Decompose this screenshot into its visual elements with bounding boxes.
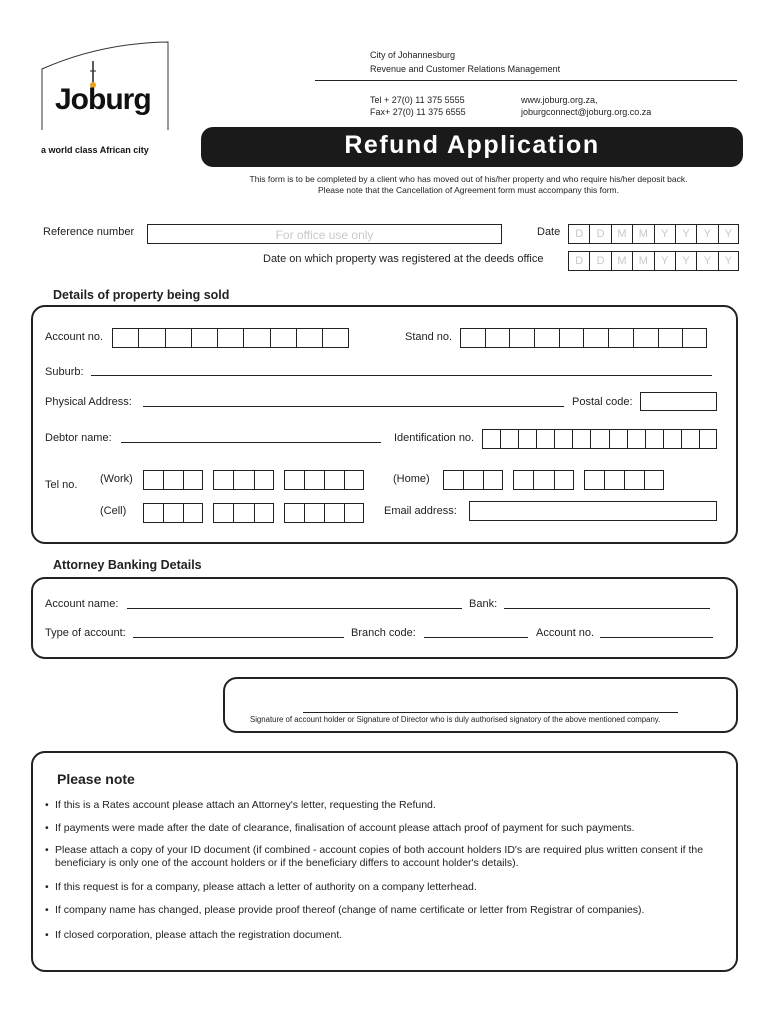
input-cell[interactable] bbox=[483, 470, 503, 490]
home-prefix-input[interactable] bbox=[513, 470, 574, 490]
bank-account-no-label: Account no. bbox=[536, 627, 595, 639]
input-cell[interactable] bbox=[518, 429, 536, 449]
input-cell[interactable] bbox=[534, 328, 559, 348]
input-cell[interactable] bbox=[681, 429, 699, 449]
logo-wordmark: Joburg bbox=[55, 83, 151, 116]
identification-no-label: Identification no. bbox=[394, 432, 475, 444]
account-name-input[interactable] bbox=[127, 608, 462, 609]
signature-panel bbox=[223, 677, 738, 733]
input-cell[interactable] bbox=[163, 470, 183, 490]
input-cell[interactable] bbox=[463, 470, 483, 490]
stand-no-input[interactable] bbox=[460, 328, 707, 348]
date-label: Date bbox=[537, 226, 561, 238]
note-item: • Please attach a copy of your ID document (if combined - account copies of both account holders ID's are required plus written consent if the beneficiary is only one of the account holders or if the beneficiary differs to account holder's details). bbox=[55, 844, 735, 870]
input-cell[interactable] bbox=[533, 470, 553, 490]
input-cell[interactable] bbox=[513, 470, 533, 490]
bank-account-no-input[interactable] bbox=[600, 637, 713, 638]
input-cell[interactable] bbox=[609, 429, 627, 449]
cell-number-input[interactable] bbox=[284, 503, 364, 523]
input-cell[interactable] bbox=[644, 470, 664, 490]
title-bar bbox=[201, 127, 743, 167]
suburb-label: Suburb: bbox=[45, 366, 84, 378]
cell-prefix-input[interactable] bbox=[213, 503, 274, 523]
input-cell[interactable] bbox=[633, 328, 658, 348]
deeds-date-label: Date on which property was registered at the deeds office bbox=[263, 253, 544, 265]
input-cell[interactable] bbox=[443, 470, 463, 490]
signature-caption: Signature of account holder or Signature of Director who is duly authorised signatory of the above mentioned company. bbox=[250, 715, 661, 724]
note-item: • If this is a Rates account please attach an Attorney's letter, requesting the Refund. bbox=[55, 799, 735, 812]
input-cell[interactable] bbox=[213, 503, 233, 523]
note-item: • If payments were made after the date of clearance, finalisation of account please attach proof of payment for such payments. bbox=[55, 822, 735, 835]
input-cell[interactable] bbox=[663, 429, 681, 449]
date-cell: D bbox=[568, 251, 589, 271]
input-cell[interactable] bbox=[254, 503, 274, 523]
input-cell[interactable] bbox=[645, 429, 663, 449]
email-address-label: Email address: bbox=[384, 505, 457, 517]
date-cell: M bbox=[611, 251, 632, 271]
debtor-name-input[interactable] bbox=[121, 442, 381, 443]
property-heading: Details of property being sold bbox=[53, 288, 230, 302]
website: www.joburg.org.za, bbox=[521, 95, 598, 105]
input-cell[interactable] bbox=[658, 328, 683, 348]
input-cell[interactable] bbox=[604, 470, 624, 490]
date-cell: M bbox=[632, 224, 653, 244]
logo bbox=[41, 41, 169, 131]
note-item: • If closed corporation, please attach the registration document. bbox=[55, 929, 735, 942]
fax-number: Fax+ 27(0) 11 375 6555 bbox=[370, 107, 466, 117]
input-cell[interactable] bbox=[254, 470, 274, 490]
date-cell: Y bbox=[654, 224, 675, 244]
home-code-input[interactable] bbox=[443, 470, 503, 490]
bank-label: Bank: bbox=[469, 598, 498, 610]
date-cell: Y bbox=[654, 251, 675, 271]
input-cell[interactable] bbox=[536, 429, 554, 449]
account-name-label: Account name: bbox=[45, 598, 119, 610]
input-cell[interactable] bbox=[324, 470, 344, 490]
date-cell: Y bbox=[696, 251, 717, 271]
input-cell[interactable] bbox=[270, 328, 296, 348]
date-cell: Y bbox=[696, 224, 717, 244]
date-cell: D bbox=[568, 224, 589, 244]
input-cell[interactable] bbox=[344, 470, 364, 490]
note-item: • If company name has changed, please provide proof thereof (change of name certificate or letter from Registrar of companies). bbox=[55, 904, 735, 917]
account-no-label: Account no. bbox=[45, 331, 104, 343]
input-cell[interactable] bbox=[627, 429, 645, 449]
input-cell[interactable] bbox=[624, 470, 644, 490]
home-number-input[interactable] bbox=[584, 470, 664, 490]
input-cell[interactable] bbox=[143, 503, 163, 523]
postal-code-input[interactable] bbox=[640, 392, 717, 411]
input-cell[interactable] bbox=[163, 503, 183, 523]
input-cell[interactable] bbox=[284, 470, 304, 490]
postal-code-label: Postal code: bbox=[572, 396, 633, 408]
input-cell[interactable] bbox=[344, 503, 364, 523]
input-cell[interactable] bbox=[165, 328, 191, 348]
input-cell[interactable] bbox=[682, 328, 707, 348]
banking-panel bbox=[31, 577, 738, 659]
type-of-account-input[interactable] bbox=[133, 637, 344, 638]
reference-input[interactable] bbox=[147, 224, 502, 244]
email-address-input[interactable] bbox=[469, 501, 717, 521]
logo-tagline: a world class African city bbox=[41, 145, 149, 155]
org-department: Revenue and Customer Relations Management bbox=[370, 64, 561, 74]
input-cell[interactable] bbox=[482, 429, 500, 449]
input-cell[interactable] bbox=[559, 328, 584, 348]
date-cell: Y bbox=[675, 251, 696, 271]
date-cell: D bbox=[589, 251, 610, 271]
input-cell[interactable] bbox=[590, 429, 608, 449]
tel-no-label: Tel no. bbox=[45, 479, 78, 491]
notes-heading: Please note bbox=[57, 771, 135, 787]
signature-input[interactable] bbox=[303, 712, 678, 713]
input-cell[interactable] bbox=[583, 328, 608, 348]
input-cell[interactable] bbox=[460, 328, 485, 348]
tel-number: Tel + 27(0) 11 375 5555 bbox=[370, 95, 465, 105]
input-cell[interactable] bbox=[322, 328, 348, 348]
input-cell[interactable] bbox=[138, 328, 164, 348]
input-cell[interactable] bbox=[608, 328, 633, 348]
work-prefix-input[interactable] bbox=[213, 470, 274, 490]
suburb-input[interactable] bbox=[91, 375, 712, 376]
banking-heading: Attorney Banking Details bbox=[53, 558, 202, 572]
work-code-input[interactable] bbox=[143, 470, 203, 490]
input-cell[interactable] bbox=[233, 503, 253, 523]
note-item: • If this request is for a company, please attach a letter of authority on a company letterhead. bbox=[55, 881, 735, 894]
deeds-date-input[interactable] bbox=[568, 251, 739, 271]
intro-line-1: This form is to be completed by a client who has moved out of his/her property and who require his/her deposit back. bbox=[249, 174, 688, 184]
date-cell: Y bbox=[675, 224, 696, 244]
reference-label: Reference number bbox=[43, 226, 135, 238]
input-cell[interactable] bbox=[699, 429, 717, 449]
input-cell[interactable] bbox=[296, 328, 322, 348]
date-cell: Y bbox=[718, 251, 739, 271]
reference-placeholder: For office use only bbox=[275, 228, 374, 242]
input-cell[interactable] bbox=[554, 470, 574, 490]
type-of-account-label: Type of account: bbox=[45, 627, 126, 639]
date-cell: M bbox=[611, 224, 632, 244]
account-no-input[interactable] bbox=[112, 328, 349, 348]
physical-address-input[interactable] bbox=[143, 406, 564, 407]
input-cell[interactable] bbox=[143, 470, 163, 490]
input-cell[interactable] bbox=[485, 328, 510, 348]
contact-email: joburgconnect@joburg.org.co.za bbox=[521, 107, 652, 117]
input-cell[interactable] bbox=[233, 470, 253, 490]
input-cell[interactable] bbox=[584, 470, 604, 490]
work-label: (Work) bbox=[100, 473, 133, 485]
input-cell[interactable] bbox=[112, 328, 138, 348]
input-cell[interactable] bbox=[213, 470, 233, 490]
input-cell[interactable] bbox=[304, 503, 324, 523]
date-cell: D bbox=[589, 224, 610, 244]
input-cell[interactable] bbox=[500, 429, 518, 449]
input-cell[interactable] bbox=[554, 429, 572, 449]
date-input[interactable] bbox=[568, 224, 739, 244]
input-cell[interactable] bbox=[304, 470, 324, 490]
identification-no-input[interactable] bbox=[482, 429, 717, 449]
input-cell[interactable] bbox=[217, 328, 243, 348]
input-cell[interactable] bbox=[284, 503, 304, 523]
physical-address-label: Physical Address: bbox=[45, 396, 132, 408]
debtor-name-label: Debtor name: bbox=[45, 432, 112, 444]
input-cell[interactable] bbox=[191, 328, 217, 348]
cell-label: (Cell) bbox=[100, 505, 127, 517]
input-cell[interactable] bbox=[572, 429, 590, 449]
header-divider bbox=[315, 80, 737, 81]
input-cell[interactable] bbox=[183, 470, 203, 490]
bank-input[interactable] bbox=[504, 608, 710, 609]
input-cell[interactable] bbox=[243, 328, 269, 348]
page-title: Refund Application bbox=[344, 131, 600, 159]
cell-code-input[interactable] bbox=[143, 503, 203, 523]
org-name: City of Johannesburg bbox=[370, 50, 456, 60]
work-number-input[interactable] bbox=[284, 470, 364, 490]
input-cell[interactable] bbox=[324, 503, 344, 523]
stand-no-label: Stand no. bbox=[405, 331, 453, 343]
branch-code-input[interactable] bbox=[424, 637, 528, 638]
home-label: (Home) bbox=[393, 473, 430, 485]
intro-line-2: Please note that the Cancellation of Agreement form must accompany this form. bbox=[318, 185, 619, 195]
input-cell[interactable] bbox=[509, 328, 534, 348]
branch-code-label: Branch code: bbox=[351, 627, 416, 639]
date-cell: M bbox=[632, 251, 653, 271]
date-cell: Y bbox=[718, 224, 739, 244]
input-cell[interactable] bbox=[183, 503, 203, 523]
